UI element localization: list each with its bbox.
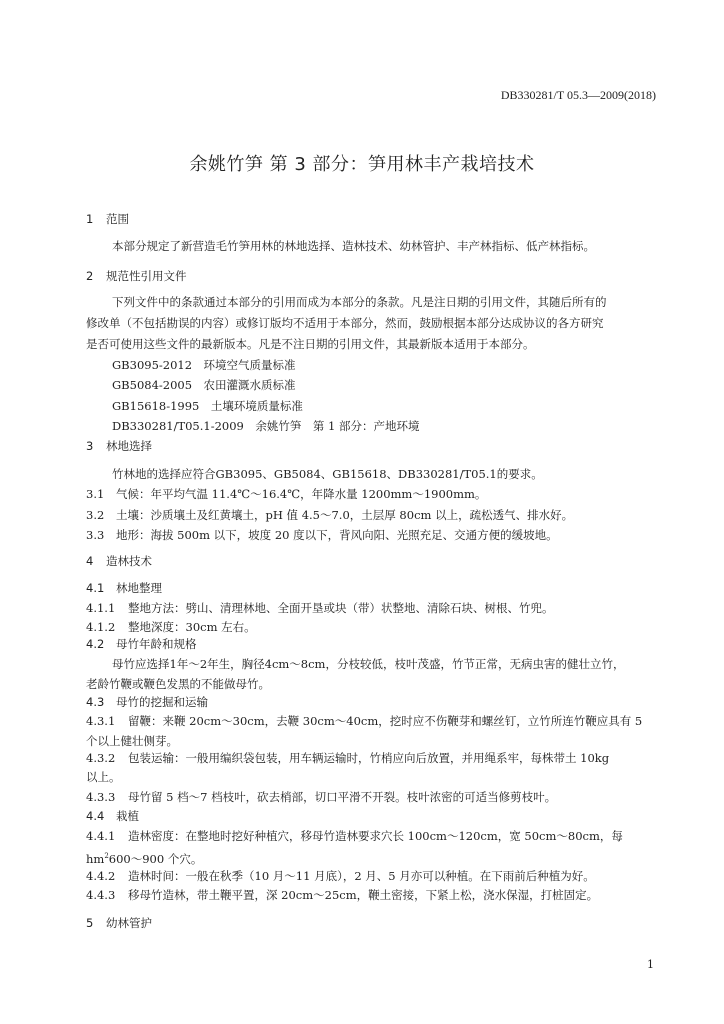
clause <box>86 484 486 504</box>
clause-number: 4.1.1 <box>86 601 116 615</box>
clause-text: 留鞭：来鞭 20cm～30cm，去鞭 30cm～40cm，挖时应不伤鞭芽和螺丝钉，立竹所连竹鞭应具有 5 <box>128 714 643 728</box>
clause-text: 600～900 个穴。 <box>108 851 203 866</box>
paragraph: 本部分规定了新营造毛竹笋用林的林地选择、造林技术、幼林管护、丰产林指标、低产林指标。 <box>112 239 595 253</box>
paragraph: 修改单（不包括勘误的内容）或修订版均不适用于本部分，然而，鼓励根据本部分达成协议的各方研究 <box>86 316 604 330</box>
section-number: 5 <box>86 916 94 930</box>
subsection-title: 栽植 <box>116 809 139 823</box>
section-number: 2 <box>86 269 94 283</box>
clause <box>86 885 598 905</box>
subsection-number: 4.4 <box>86 809 105 823</box>
clause-text: 造林密度：在整地时挖好种植穴，移母竹造林要求穴长 100cm～120cm，宽 50cm～80cm，每 <box>128 829 623 843</box>
section-number: 4 <box>86 554 94 568</box>
subsection-number: 4.3 <box>86 695 105 709</box>
clause-text: 地形：海拔 500m 以下，坡度 20 度以下，背风向阳、光照充足、交通方便的缓坡地。 <box>116 528 558 542</box>
standard-number: DB330281/T 05.3—2009(2018) <box>500 88 656 102</box>
section-number: 1 <box>86 212 94 226</box>
clause-number: 4.3.3 <box>86 790 116 804</box>
reference-item: GB15618-1995 土壤环境质量标准 <box>112 399 303 413</box>
section-heading <box>86 913 152 933</box>
clause-continuation: 个以上健壮侧芽。 <box>86 734 178 748</box>
subsection-title: 母竹的挖掘和运输 <box>116 695 208 709</box>
paragraph: 下列文件中的条款通过本部分的引用而成为本部分的条款。凡是注日期的引用文件，其随后所有的 <box>112 295 607 309</box>
clause-text: 整地深度：30cm 左右。 <box>128 620 256 634</box>
clause-number: 4.4.1 <box>86 829 116 843</box>
section-title: 幼林管护 <box>106 916 152 930</box>
subsection-number: 4.2 <box>86 637 105 651</box>
clause-number: 3.2 <box>86 508 105 522</box>
clause <box>86 748 609 768</box>
clause <box>86 787 556 807</box>
clause-text: 包装运输：一般用编织袋包装，用车辆运输时，竹梢应向后放置，并用绳系牢，每株带土 10kg <box>128 751 610 765</box>
subsection-number: 4.1 <box>86 581 105 595</box>
subsection-heading <box>86 634 197 654</box>
section-title: 造林技术 <box>106 554 152 568</box>
reference-item: GB5084-2005 农田灌溉水质标准 <box>112 378 296 392</box>
clause-text: 土壤：沙质壤土及红黄壤土，pH 值 4.5～7.0，土层厚 80cm 以上，疏松透气、排水好。 <box>116 508 574 522</box>
section-heading <box>86 209 129 229</box>
section-heading <box>86 266 187 286</box>
clause-text: 气候：年平均气温 11.4℃～16.4℃，年降水量 1200mm～1900mm。 <box>116 487 487 501</box>
clause <box>86 598 554 618</box>
clause <box>86 525 558 545</box>
clause-number: 4.1.2 <box>86 620 116 634</box>
subsection-heading <box>86 806 139 826</box>
clause-text: 整地方法：劈山、清理林地、全面开垦或块（带）状整地、清除石块、树根、竹兜。 <box>128 601 554 615</box>
unit-superscript: 2 <box>104 852 109 860</box>
clause-number: 4.3.1 <box>86 714 116 728</box>
paragraph: 老龄竹鞭或鞭色发黑的不能做母竹。 <box>86 677 270 691</box>
paragraph: 母竹应选择1年～2年生，胸径4cm～8cm，分枝较低，枝叶茂盛，竹节正常，无病虫害的健壮立竹， <box>112 657 625 671</box>
clause-text: 造林时间：一般在秋季（10 月～11 月底），2 月、5 月亦可以种植。在下雨前后种植为好。 <box>128 869 595 883</box>
document-title: 余姚竹笋 第 3 部分：笋用林丰产栽培技术 <box>189 154 535 175</box>
clause-number: 4.4.3 <box>86 888 116 902</box>
clause-text: 移母竹造林，带土鞭平置，深 20cm～25cm，鞭土密接，下紧上松，浇水保湿，打桩固定。 <box>128 888 599 902</box>
reference-item: GB3095-2012 环境空气质量标准 <box>112 358 296 372</box>
clause-continuation: 以上。 <box>86 770 121 784</box>
subsection-heading <box>86 692 208 712</box>
section-title: 范围 <box>106 212 129 226</box>
section-title: 林地选择 <box>106 439 152 453</box>
reference-item: DB330281/T05.1-2009 余姚竹笋 第 1 部分：产地环境 <box>112 419 420 433</box>
section-heading <box>86 436 152 456</box>
subsection-title: 母竹年龄和规格 <box>116 637 197 651</box>
paragraph: 是否可使用这些文件的最新版本。凡是不注日期的引用文件，其最新版本适用于本部分。 <box>86 337 535 351</box>
clause <box>86 711 642 731</box>
section-title: 规范性引用文件 <box>106 269 187 283</box>
section-heading <box>86 551 152 571</box>
page-number: 1 <box>647 958 654 971</box>
unit-text: hm <box>86 851 105 866</box>
clause <box>86 505 573 525</box>
clause-text: 母竹留 5 档～7 档枝叶，砍去梢部，切口平滑不开裂。枝叶浓密的可适当修剪枝叶。 <box>128 790 557 804</box>
clause-number: 3.3 <box>86 528 105 542</box>
clause <box>86 866 595 886</box>
clause-number: 4.3.2 <box>86 751 116 765</box>
paragraph: 竹林地的选择应符合GB3095、GB5084、GB15618、DB330281/T05.1的要求。 <box>112 467 543 481</box>
clause-number: 3.1 <box>86 487 105 501</box>
clause <box>86 826 623 846</box>
section-number: 3 <box>86 439 94 453</box>
subsection-title: 林地整理 <box>116 581 162 595</box>
clause-number: 4.4.2 <box>86 869 116 883</box>
subsection-heading <box>86 578 162 598</box>
